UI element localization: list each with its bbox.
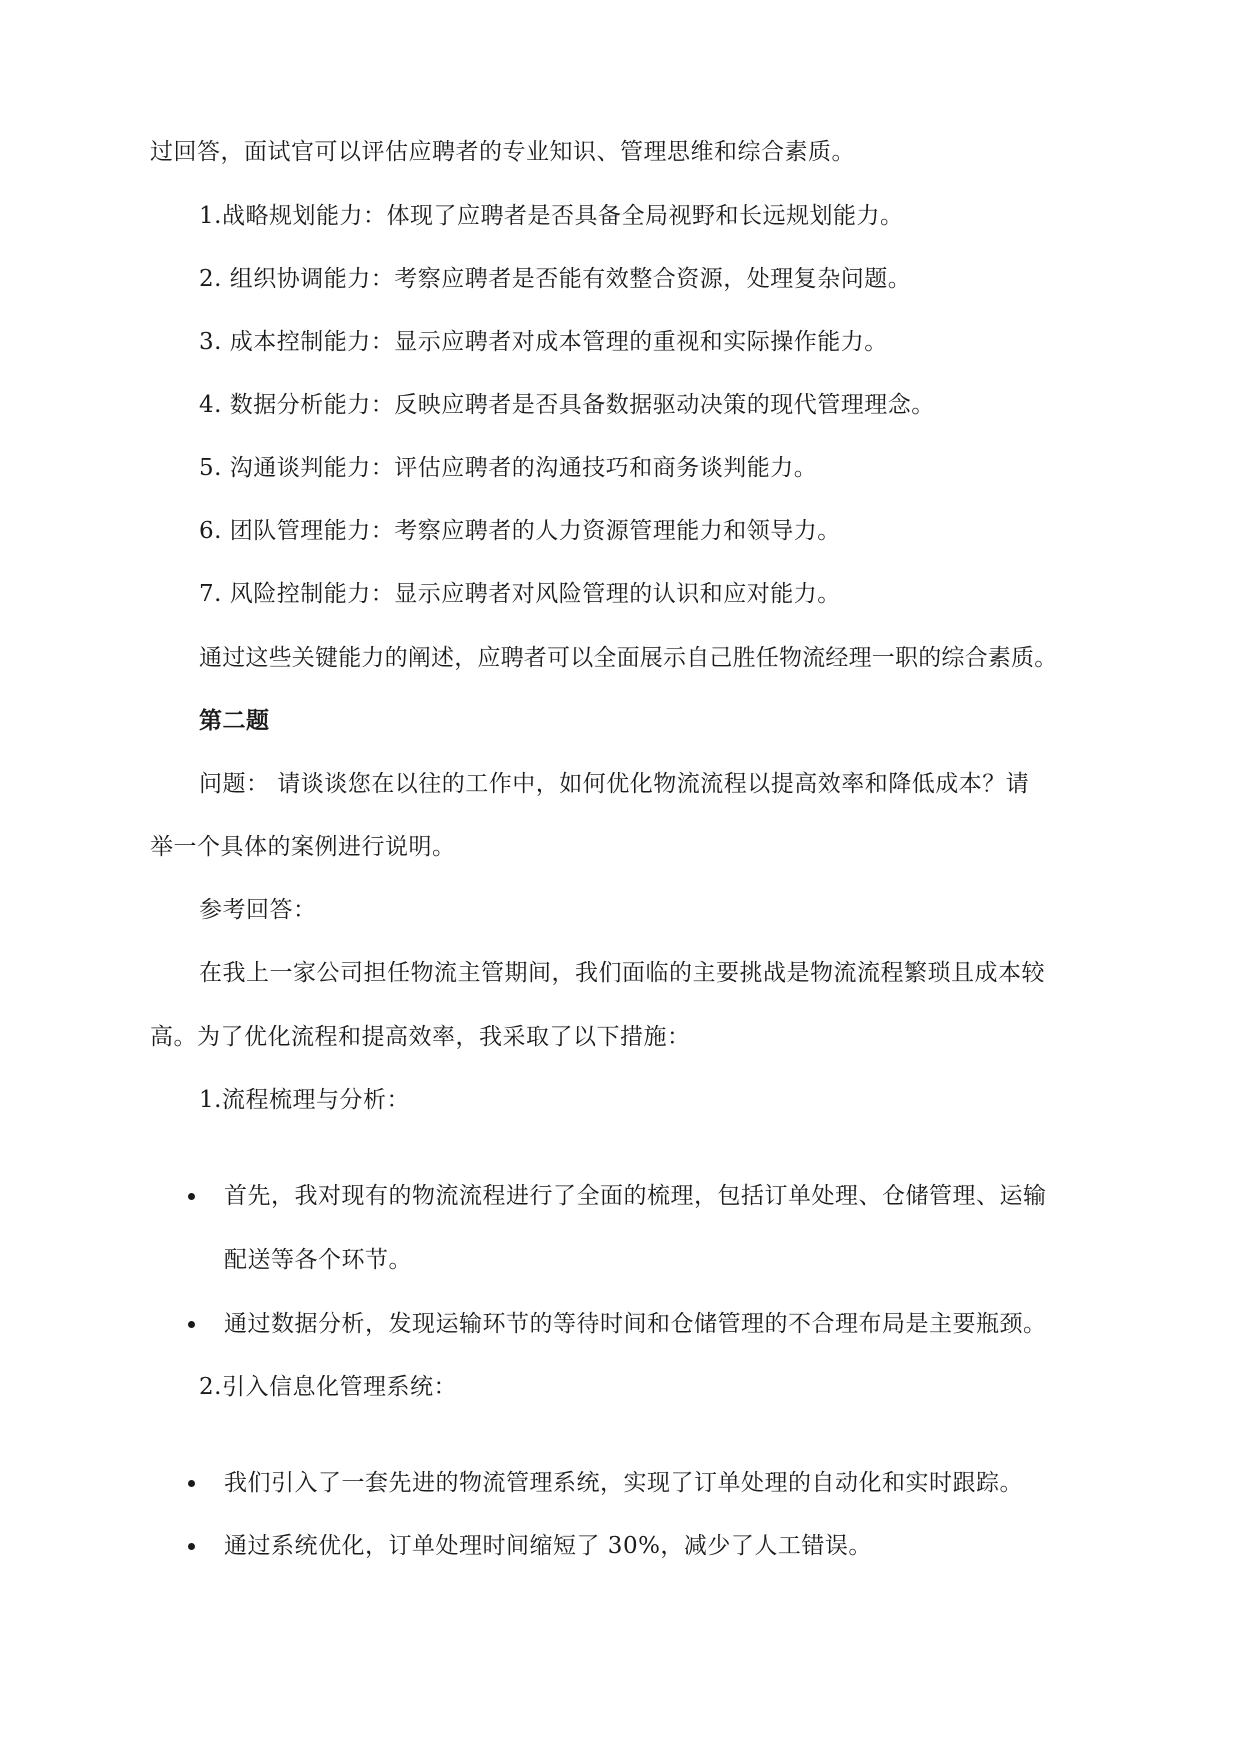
step-title: 2.引入信息化管理系统： xyxy=(199,1374,457,1400)
ability-item: 4. 数据分析能力：反映应聘者是否具备数据驱动决策的现代管理理念。 xyxy=(199,392,935,418)
ability-item: 1.战略规划能力：体现了应聘者是否具备全局视野和长远规划能力。 xyxy=(199,203,904,229)
bullet-dot xyxy=(188,1480,195,1487)
section-heading: 第二题 xyxy=(199,707,270,734)
summary-paragraph: 通过这些关键能力的阐述，应聘者可以全面展示自己胜任物流经理一职的综合素质。 xyxy=(199,645,1058,671)
ability-item: 2. 组织协调能力：考察应聘者是否能有效整合资源，处理复杂问题。 xyxy=(199,266,912,292)
bullet-dot xyxy=(188,1321,195,1328)
ability-item: 5. 沟通谈判能力：评估应聘者的沟通技巧和商务谈判能力。 xyxy=(199,455,818,481)
ability-item: 7. 风险控制能力：显示应聘者对风险管理的认识和应对能力。 xyxy=(199,581,841,607)
step-title: 1.流程梳理与分析： xyxy=(199,1087,410,1113)
bullet-dot xyxy=(188,1193,195,1200)
answer-intro-line: 在我上一家公司担任物流主管期间，我们面临的主要挑战是物流流程繁琐且成本较 xyxy=(199,960,1045,986)
ability-item: 3. 成本控制能力：显示应聘者对成本管理的重视和实际操作能力。 xyxy=(199,329,888,355)
bullet-text: 通过数据分析，发现运输环节的等待时间和仓储管理的不合理布局是主要瓶颈。 xyxy=(224,1311,1047,1337)
question-line: 问题： 请谈谈您在以往的工作中，如何优化物流流程以提高效率和降低成本？请 xyxy=(199,771,1030,797)
bullet-text-continuation: 配送等各个环节。 xyxy=(224,1247,412,1273)
ability-item: 6. 团队管理能力：考察应聘者的人力资源管理能力和领导力。 xyxy=(199,518,841,544)
bullet-text: 首先，我对现有的物流流程进行了全面的梳理，包括订单处理、仓储管理、运输 xyxy=(224,1183,1047,1209)
answer-label: 参考回答： xyxy=(199,897,317,923)
question-line: 举一个具体的案例进行说明。 xyxy=(150,834,456,860)
bullet-text: 我们引入了一套先进的物流管理系统，实现了订单处理的自动化和实时跟踪。 xyxy=(224,1470,1023,1496)
bullet-text: 通过系统优化，订单处理时间缩短了 30%，减少了人工错误。 xyxy=(224,1533,872,1559)
answer-intro-line: 高。为了优化流程和提高效率，我采取了以下措施： xyxy=(150,1024,691,1050)
intro-continuation: 过回答，面试官可以评估应聘者的专业知识、管理思维和综合素质。 xyxy=(150,139,855,165)
bullet-dot xyxy=(188,1543,195,1550)
